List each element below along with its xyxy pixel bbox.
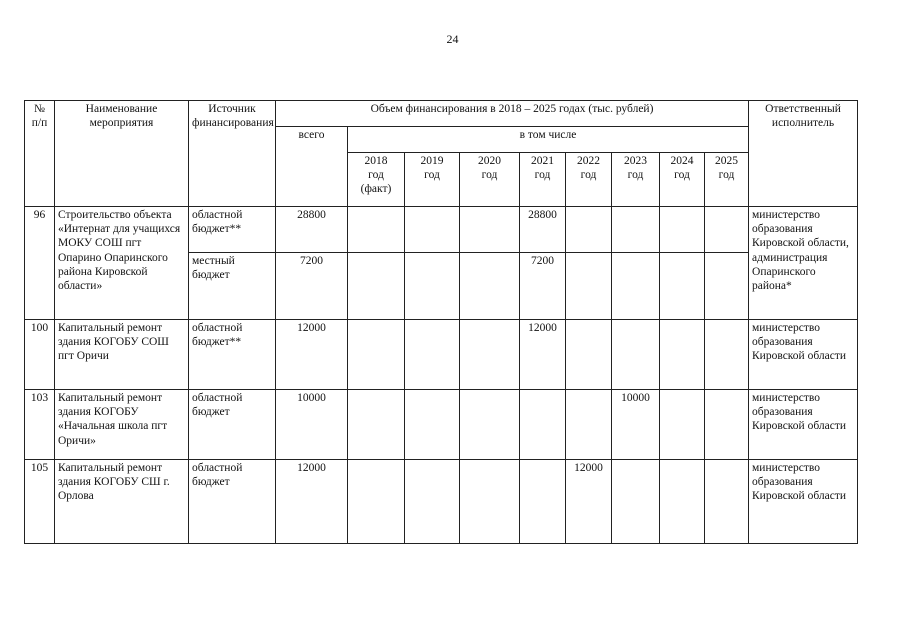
row-total: 10000 (276, 390, 348, 460)
row-source: областной бюджет** (189, 320, 276, 390)
row-year-value (348, 253, 405, 320)
row-year-value (705, 460, 749, 544)
row-year-value (705, 320, 749, 390)
header-executor: Ответственный исполнитель (749, 101, 858, 207)
table-body (25, 207, 858, 544)
row-year-value (566, 207, 612, 253)
header-name: Наименование мероприятия (55, 101, 189, 207)
header-num: № п/п (25, 101, 55, 207)
header-total: всего (276, 127, 348, 207)
row-year-value (705, 390, 749, 460)
row-source: областной бюджет (189, 390, 276, 460)
row-name: Капитальный ремонт здания КОГОБУ «Начальная школа пгт Оричи» (55, 390, 189, 460)
row-num: 105 (25, 460, 55, 544)
header-volume: Объем финансирования в 2018 – 2025 годах (тыс. рублей) (276, 101, 749, 127)
row-year-value (705, 207, 749, 253)
table-header (25, 101, 858, 207)
row-year-value: 12000 (520, 320, 566, 390)
row-year-value (660, 207, 705, 253)
row-year-value: 10000 (612, 390, 660, 460)
row-executor: министерство образования Кировской области (749, 390, 858, 460)
row-name: Капитальный ремонт здания КОГОБУ СОШ пгт Оричи (55, 320, 189, 390)
header-year: 2021 год (520, 153, 566, 207)
row-year-value (405, 320, 460, 390)
row-year-value (660, 460, 705, 544)
row-executor: министерство образования Кировской области (749, 460, 858, 544)
table-row (25, 207, 858, 253)
financing-table (24, 100, 858, 544)
header-year: 2020 год (460, 153, 520, 207)
row-year-value (348, 320, 405, 390)
header-year: 2022 год (566, 153, 612, 207)
header-source: Источник финансирования (189, 101, 276, 207)
row-name: Строительство объекта «Интернат для учащихся МОКУ СОШ пгт Опарино Опаринского района Кировской области» (55, 207, 189, 320)
header-year: 2018 год (факт) (348, 153, 405, 207)
row-year-value (520, 390, 566, 460)
row-year-value (460, 320, 520, 390)
row-total: 12000 (276, 320, 348, 390)
row-num: 100 (25, 320, 55, 390)
table-row (25, 320, 858, 390)
row-year-value: 12000 (566, 460, 612, 544)
row-executor: министерство образования Кировской области, администрация Опаринского района* (749, 207, 858, 320)
row-source: областной бюджет (189, 460, 276, 544)
row-year-value (460, 460, 520, 544)
header-year: 2025 год (705, 153, 749, 207)
row-name: Капитальный ремонт здания КОГОБУ СШ г. Орлова (55, 460, 189, 544)
row-total: 28800 (276, 207, 348, 253)
row-year-value (460, 390, 520, 460)
row-year-value (460, 207, 520, 253)
row-year-value (460, 253, 520, 320)
row-executor: министерство образования Кировской области (749, 320, 858, 390)
row-source: местный бюджет (189, 253, 276, 320)
row-year-value (405, 460, 460, 544)
row-year-value (612, 320, 660, 390)
header-year: 2024 год (660, 153, 705, 207)
header-year: 2019 год (405, 153, 460, 207)
page-number: 24 (446, 32, 459, 46)
row-year-value: 28800 (520, 207, 566, 253)
row-source: областной бюджет** (189, 207, 276, 253)
row-year-value (566, 320, 612, 390)
table-row (25, 390, 858, 460)
table-row (25, 460, 858, 544)
row-year-value (348, 390, 405, 460)
row-total: 7200 (276, 253, 348, 320)
row-year-value (566, 253, 612, 320)
row-year-value (612, 253, 660, 320)
row-num: 103 (25, 390, 55, 460)
row-year-value (660, 320, 705, 390)
row-year-value (660, 253, 705, 320)
row-year-value (705, 253, 749, 320)
row-total: 12000 (276, 460, 348, 544)
header-year: 2023 год (612, 153, 660, 207)
row-year-value (660, 390, 705, 460)
row-year-value (405, 207, 460, 253)
row-year-value: 7200 (520, 253, 566, 320)
header-including: в том числе (348, 127, 749, 153)
row-year-value (348, 207, 405, 253)
row-year-value (566, 390, 612, 460)
row-year-value (405, 253, 460, 320)
row-year-value (405, 390, 460, 460)
row-year-value (612, 207, 660, 253)
row-year-value (348, 460, 405, 544)
row-year-value (612, 460, 660, 544)
row-year-value (520, 460, 566, 544)
row-num: 96 (25, 207, 55, 320)
